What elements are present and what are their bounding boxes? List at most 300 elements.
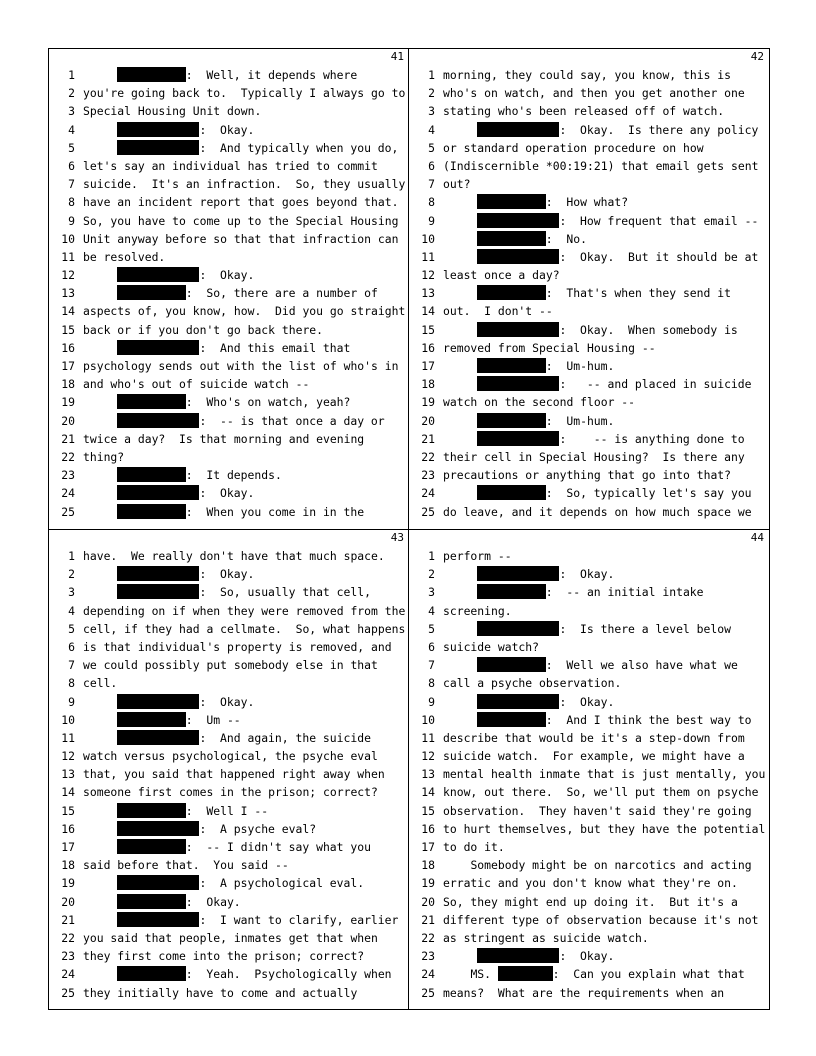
transcript-line bbox=[409, 583, 769, 601]
transcript-line bbox=[409, 212, 769, 230]
line-content bbox=[443, 448, 745, 466]
line-number: 17 bbox=[61, 840, 75, 854]
line-text: suicide watch. For example, we might have a bbox=[443, 749, 745, 764]
line-number: 4 bbox=[428, 603, 435, 618]
redaction-box bbox=[117, 122, 199, 137]
line-content bbox=[443, 965, 745, 983]
line-number: 8 bbox=[68, 195, 75, 210]
page-number: 44 bbox=[750, 531, 764, 544]
line-content bbox=[443, 820, 765, 838]
line-number: 2 bbox=[68, 567, 75, 582]
redaction-box bbox=[117, 504, 186, 519]
transcript-page bbox=[409, 530, 769, 1010]
line-content bbox=[83, 929, 378, 947]
transcript-line bbox=[49, 874, 409, 892]
transcript-line bbox=[49, 339, 409, 357]
transcript-line bbox=[49, 357, 409, 375]
line-number: 25 bbox=[61, 985, 75, 1000]
redaction-box bbox=[117, 803, 186, 818]
redaction-box bbox=[117, 467, 186, 482]
line-text: : It depends. bbox=[185, 468, 282, 483]
transcript-line bbox=[49, 66, 409, 84]
transcript-line bbox=[49, 193, 409, 211]
line-text: call a psyche observation. bbox=[443, 676, 622, 691]
transcript-line bbox=[409, 693, 769, 711]
line-number: 11 bbox=[421, 249, 435, 264]
line-content bbox=[83, 602, 405, 620]
line-text: know, out there. So, we'll put them on psyche bbox=[443, 785, 759, 800]
line-text: : Okay. bbox=[199, 122, 255, 137]
line-text: is that individual's property is removed, and bbox=[83, 639, 392, 654]
line-text: thing? bbox=[83, 449, 125, 464]
line-content bbox=[83, 484, 254, 502]
line-text: : Um-hum. bbox=[545, 359, 615, 373]
line-text: they first come into the prison; correct? bbox=[83, 949, 365, 964]
line-content bbox=[443, 321, 738, 339]
line-number: 17 bbox=[421, 359, 435, 373]
line-content bbox=[443, 302, 553, 320]
transcript-line bbox=[49, 102, 409, 120]
transcript-line bbox=[409, 802, 769, 820]
line-content bbox=[443, 765, 765, 783]
redaction-box bbox=[477, 621, 559, 636]
line-number: 1 bbox=[68, 68, 75, 82]
line-number: 7 bbox=[428, 177, 435, 192]
line-text: cell, if they had a cellmate. So, what happens bbox=[83, 621, 406, 636]
line-text: : Okay. bbox=[559, 949, 615, 964]
redaction-box bbox=[477, 566, 559, 581]
line-content bbox=[83, 266, 254, 284]
transcript-page bbox=[49, 530, 409, 1010]
line-number: 18 bbox=[61, 377, 75, 392]
line-number: 16 bbox=[61, 340, 75, 355]
transcript-line bbox=[49, 448, 409, 466]
line-content bbox=[443, 248, 758, 266]
line-content bbox=[443, 984, 724, 1002]
transcript-line bbox=[49, 838, 409, 856]
line-text: we could possibly put somebody else in that bbox=[83, 658, 378, 673]
line-content bbox=[83, 583, 371, 601]
transcript-line bbox=[409, 765, 769, 783]
transcript-line bbox=[49, 711, 409, 729]
line-text: : So, typically let's say you bbox=[545, 486, 752, 501]
line-number: 11 bbox=[61, 730, 75, 745]
line-content bbox=[83, 947, 364, 965]
line-text: : Okay. Is there any policy bbox=[559, 122, 759, 137]
line-text: So, you have to come up to the Special Housing bbox=[83, 213, 399, 228]
transcript-line bbox=[409, 965, 769, 983]
redaction-box bbox=[117, 821, 199, 836]
line-content bbox=[83, 302, 405, 320]
line-content bbox=[443, 284, 731, 302]
line-text: who's on watch, and then you get another one bbox=[443, 86, 745, 101]
redaction-box bbox=[498, 966, 553, 981]
line-text: their cell in Special Housing? Is there any bbox=[443, 449, 745, 464]
line-text: precautions or anything that go into that? bbox=[443, 468, 732, 483]
transcript-line bbox=[409, 430, 769, 448]
line-number: 21 bbox=[61, 431, 75, 446]
line-content bbox=[83, 430, 364, 448]
line-number: 16 bbox=[61, 821, 75, 836]
transcript-line bbox=[409, 911, 769, 929]
line-content bbox=[83, 965, 392, 983]
transcript-line bbox=[49, 602, 409, 620]
line-content bbox=[443, 466, 731, 484]
line-text: : -- is that once a day or bbox=[199, 413, 385, 428]
line-text: do leave, and it depends on how much space we bbox=[443, 504, 752, 519]
line-text: : And this email that bbox=[199, 340, 351, 355]
redaction-box bbox=[117, 413, 199, 428]
transcript-line bbox=[409, 838, 769, 856]
redaction-box bbox=[117, 267, 199, 282]
line-number: 16 bbox=[421, 821, 435, 836]
redaction-box bbox=[117, 485, 199, 500]
line-content bbox=[83, 66, 357, 84]
redaction-box bbox=[477, 584, 546, 599]
line-content bbox=[443, 121, 758, 139]
line-content bbox=[83, 674, 117, 692]
line-text: : And I think the best way to bbox=[545, 712, 752, 727]
transcript-line bbox=[49, 302, 409, 320]
line-content bbox=[83, 157, 378, 175]
line-number: 13 bbox=[421, 767, 435, 782]
line-content bbox=[443, 947, 614, 965]
line-content bbox=[443, 693, 614, 711]
line-content bbox=[83, 747, 378, 765]
line-text: mental health inmate that is just mentally, you bbox=[443, 767, 766, 782]
line-content bbox=[443, 656, 738, 674]
line-text: perform -- bbox=[443, 549, 512, 563]
line-number: 13 bbox=[421, 286, 435, 301]
transcript-line bbox=[409, 638, 769, 656]
line-number: 19 bbox=[61, 395, 75, 410]
line-text: : That's when they send it bbox=[545, 286, 731, 301]
transcript-line bbox=[409, 412, 769, 430]
transcript-line bbox=[409, 248, 769, 266]
line-text: : Well we also have what we bbox=[545, 658, 738, 673]
line-content bbox=[83, 84, 405, 102]
redaction-box bbox=[117, 730, 199, 745]
line-content bbox=[443, 212, 758, 230]
line-text: erratic and you don't know what they're on. bbox=[443, 876, 738, 891]
line-number: 4 bbox=[68, 603, 75, 618]
line-text: : And again, the suicide bbox=[199, 730, 371, 745]
transcript-line bbox=[409, 820, 769, 838]
transcript-line bbox=[49, 693, 409, 711]
line-content bbox=[83, 765, 385, 783]
transcript-line bbox=[409, 375, 769, 393]
line-number: 14 bbox=[61, 304, 75, 319]
line-content bbox=[83, 711, 241, 729]
transcript-line bbox=[49, 729, 409, 747]
line-number: 14 bbox=[61, 785, 75, 800]
line-number: 25 bbox=[421, 985, 435, 1000]
line-number: 7 bbox=[428, 658, 435, 673]
transcript-line bbox=[409, 484, 769, 502]
line-text: back or if you don't go back there. bbox=[83, 322, 324, 337]
redaction-box bbox=[477, 485, 546, 500]
transcript-line bbox=[49, 466, 409, 484]
line-text: : Okay. bbox=[199, 268, 255, 283]
transcript-line bbox=[49, 284, 409, 302]
line-content bbox=[83, 802, 268, 820]
transcript-line bbox=[49, 139, 409, 157]
redaction-box bbox=[117, 694, 199, 709]
line-text: : Okay. But it should be at bbox=[559, 249, 759, 264]
line-content bbox=[83, 248, 165, 266]
line-number: 4 bbox=[68, 122, 75, 137]
line-number: 18 bbox=[61, 858, 75, 873]
line-text: Unit anyway before so that that infraction can bbox=[83, 231, 399, 246]
line-text: stating who's been released off of watch. bbox=[443, 104, 725, 119]
redaction-box bbox=[117, 894, 186, 909]
line-content bbox=[443, 175, 470, 193]
line-content bbox=[443, 711, 752, 729]
line-text: : Okay. bbox=[185, 894, 241, 909]
transcript-line bbox=[49, 321, 409, 339]
transcript-line bbox=[409, 674, 769, 692]
line-content bbox=[443, 620, 731, 638]
line-content bbox=[443, 583, 704, 601]
line-text: that, you said that happened right away when bbox=[83, 767, 385, 782]
line-number: 5 bbox=[428, 140, 435, 155]
transcript-line bbox=[49, 638, 409, 656]
line-number: 9 bbox=[68, 213, 75, 228]
transcript-line bbox=[409, 729, 769, 747]
transcript-line bbox=[409, 565, 769, 583]
redaction-box bbox=[477, 249, 559, 264]
transcript-line bbox=[409, 947, 769, 965]
transcript-line bbox=[49, 393, 409, 411]
line-text: : How what? bbox=[545, 195, 629, 210]
line-content bbox=[83, 393, 350, 411]
line-number: 7 bbox=[68, 177, 75, 192]
line-text: : So, there are a number of bbox=[185, 286, 378, 301]
line-content bbox=[443, 602, 512, 620]
line-number: 20 bbox=[421, 894, 435, 909]
transcript-line bbox=[409, 656, 769, 674]
line-content bbox=[83, 139, 398, 157]
line-number: 6 bbox=[68, 158, 75, 173]
line-number: 16 bbox=[421, 340, 435, 355]
line-content bbox=[83, 547, 385, 565]
line-content bbox=[83, 838, 371, 856]
line-text: aspects of, you know, how. Did you go straight bbox=[83, 304, 406, 319]
line-text: least once a day? bbox=[443, 268, 560, 283]
transcript-line bbox=[49, 747, 409, 765]
transcript-line bbox=[49, 620, 409, 638]
transcript-line bbox=[49, 820, 409, 838]
transcript-line bbox=[409, 157, 769, 175]
line-content bbox=[443, 430, 745, 448]
line-content bbox=[443, 565, 614, 583]
line-text: different type of observation because it's not bbox=[443, 912, 759, 927]
line-text: morning, they could say, you know, this is bbox=[443, 68, 732, 82]
line-content bbox=[443, 503, 752, 521]
line-text: to do it. bbox=[443, 840, 505, 854]
line-text: : Is there a level below bbox=[559, 621, 731, 636]
line-content bbox=[83, 656, 378, 674]
line-content bbox=[443, 893, 738, 911]
line-number: 1 bbox=[428, 68, 435, 82]
line-text: watch on the second floor -- bbox=[443, 395, 636, 410]
transcript-line bbox=[49, 856, 409, 874]
line-content bbox=[83, 230, 398, 248]
line-number: 25 bbox=[421, 504, 435, 519]
line-content bbox=[83, 856, 289, 874]
line-number: 17 bbox=[61, 359, 75, 373]
line-number: 4 bbox=[428, 122, 435, 137]
transcript-line bbox=[409, 620, 769, 638]
line-number: 22 bbox=[61, 930, 75, 945]
transcript-line bbox=[49, 121, 409, 139]
transcript-line bbox=[409, 856, 769, 874]
transcript-line bbox=[409, 230, 769, 248]
line-text: : -- I didn't say what you bbox=[185, 840, 371, 854]
line-text: said before that. You said -- bbox=[83, 858, 289, 873]
line-number: 21 bbox=[61, 912, 75, 927]
redaction-box bbox=[117, 67, 186, 82]
page-number: 42 bbox=[750, 50, 764, 63]
line-number: 13 bbox=[61, 767, 75, 782]
line-content bbox=[443, 838, 505, 856]
line-number: 22 bbox=[421, 930, 435, 945]
line-content bbox=[443, 230, 587, 248]
line-text: out. I don't -- bbox=[443, 304, 553, 319]
line-text: (Indiscernible *00:19:21) that email gets sent bbox=[443, 158, 759, 173]
transcript-line bbox=[409, 193, 769, 211]
line-number: 2 bbox=[68, 86, 75, 101]
transcript-line bbox=[409, 503, 769, 521]
line-text: to hurt themselves, but they have the potential bbox=[443, 821, 766, 836]
page-number: 43 bbox=[390, 531, 404, 544]
line-number: 15 bbox=[421, 322, 435, 337]
line-text: they initially have to come and actually bbox=[83, 985, 358, 1000]
line-text: : Well I -- bbox=[185, 803, 269, 818]
line-text: : No. bbox=[545, 231, 587, 246]
transcript-line bbox=[409, 66, 769, 84]
line-content bbox=[83, 874, 364, 892]
transcript-line bbox=[49, 893, 409, 911]
line-content bbox=[443, 674, 621, 692]
line-text: describe that would be it's a step-down from bbox=[443, 730, 745, 745]
transcript-line bbox=[409, 466, 769, 484]
transcript-line bbox=[49, 984, 409, 1002]
line-content bbox=[83, 693, 254, 711]
transcript-line bbox=[409, 284, 769, 302]
transcript-line bbox=[49, 375, 409, 393]
transcript-line bbox=[409, 711, 769, 729]
line-number: 22 bbox=[61, 449, 75, 464]
transcript-line bbox=[409, 339, 769, 357]
line-content bbox=[443, 357, 614, 375]
transcript-page bbox=[49, 49, 409, 529]
line-number: 18 bbox=[421, 858, 435, 873]
line-text: Somebody might be on narcotics and acting bbox=[470, 858, 752, 873]
line-text: have an incident report that goes beyond that. bbox=[83, 195, 399, 210]
line-number: 5 bbox=[428, 621, 435, 636]
line-content bbox=[443, 547, 512, 565]
line-text: as stringent as suicide watch. bbox=[443, 930, 649, 945]
line-text: you're going back to. Typically I always go to bbox=[83, 86, 406, 101]
line-text: : Okay. bbox=[559, 567, 615, 582]
transcript-line bbox=[409, 302, 769, 320]
transcript-line bbox=[49, 765, 409, 783]
line-number: 24 bbox=[421, 486, 435, 501]
line-content bbox=[443, 339, 656, 357]
line-number: 5 bbox=[68, 621, 75, 636]
page-lines bbox=[409, 66, 769, 521]
redaction-box bbox=[477, 413, 546, 428]
transcript-line bbox=[409, 84, 769, 102]
line-content bbox=[83, 984, 357, 1002]
line-text: : Um -- bbox=[185, 712, 241, 727]
line-text: : So, usually that cell, bbox=[199, 585, 371, 600]
line-content bbox=[83, 565, 254, 583]
line-number: 12 bbox=[421, 268, 435, 283]
line-text: cell. bbox=[83, 676, 118, 691]
transcript-line bbox=[409, 321, 769, 339]
line-content bbox=[443, 102, 724, 120]
line-number: 12 bbox=[421, 749, 435, 764]
line-number: 3 bbox=[68, 585, 75, 600]
transcript-line bbox=[49, 484, 409, 502]
line-number: 14 bbox=[421, 785, 435, 800]
transcript-line bbox=[49, 947, 409, 965]
line-number: 22 bbox=[421, 449, 435, 464]
transcript-line bbox=[49, 965, 409, 983]
transcript-line bbox=[409, 175, 769, 193]
line-text: : Who's on watch, yeah? bbox=[185, 395, 351, 410]
line-number: 3 bbox=[428, 585, 435, 600]
line-text: : Okay. bbox=[559, 694, 615, 709]
line-content bbox=[443, 193, 628, 211]
transcript-line bbox=[49, 802, 409, 820]
transcript-line bbox=[49, 430, 409, 448]
line-content bbox=[83, 911, 398, 929]
line-content bbox=[443, 375, 752, 393]
line-text: : -- is anything done to bbox=[559, 431, 745, 446]
transcript-line bbox=[49, 547, 409, 565]
line-text: psychology sends out with the list of who's in bbox=[83, 359, 399, 373]
line-content bbox=[443, 484, 752, 502]
transcript-line bbox=[49, 583, 409, 601]
line-text: : Okay. When somebody is bbox=[559, 322, 738, 337]
redaction-box bbox=[117, 839, 186, 854]
transcript-grid bbox=[48, 48, 770, 1010]
line-text: watch versus psychological, the psyche eval bbox=[83, 749, 378, 764]
line-number: 5 bbox=[68, 140, 75, 155]
line-content bbox=[443, 856, 752, 874]
transcript-line bbox=[409, 747, 769, 765]
line-number: 12 bbox=[61, 749, 75, 764]
transcript-line bbox=[409, 102, 769, 120]
transcript-line bbox=[409, 984, 769, 1002]
transcript-line bbox=[409, 448, 769, 466]
line-number: 1 bbox=[68, 549, 75, 563]
line-text: : And typically when you do, bbox=[199, 140, 399, 155]
line-number: 20 bbox=[61, 894, 75, 909]
line-number: 11 bbox=[421, 730, 435, 745]
line-number: 6 bbox=[428, 158, 435, 173]
transcript-line bbox=[409, 393, 769, 411]
line-text: : Well, it depends where bbox=[185, 68, 358, 82]
line-content bbox=[83, 466, 282, 484]
transcript-line bbox=[49, 175, 409, 193]
transcript-line bbox=[49, 674, 409, 692]
line-number: 24 bbox=[61, 486, 75, 501]
line-number: 6 bbox=[68, 639, 75, 654]
